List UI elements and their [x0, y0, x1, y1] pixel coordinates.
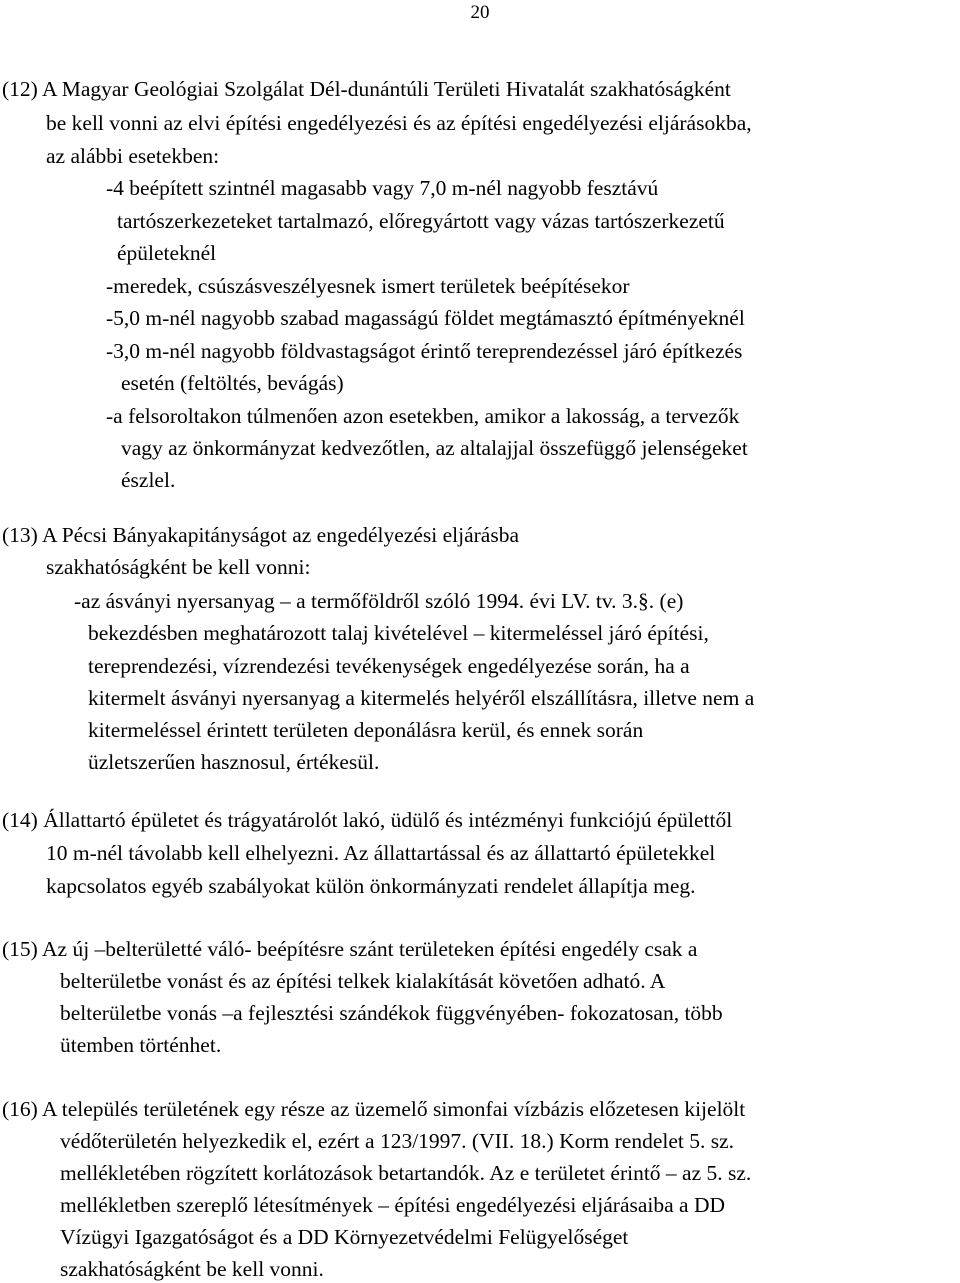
- text-line: szakhatóságként be kell vonni.: [60, 1257, 324, 1281]
- text-line: vagy az önkormányzat kedvezőtlen, az altalajjal összefüggő jelenségeket: [121, 436, 748, 460]
- text-line: tartószerkezeteket tartalmazó, előregyártott vagy vázas tartószerkezetű: [117, 209, 725, 233]
- text-line: (16) A település területének egy része az üzemelő simonfai vízbázis előzetesen kijelölt: [2, 1097, 746, 1121]
- text-line: (14) Állattartó épületet és trágyatárolót lakó, üdülő és intézményi funkciójú épülettől: [2, 808, 733, 832]
- text-line: Vízügyi Igazgatóságot és a DD Környezetvédelmi Felügyelőséget: [60, 1225, 629, 1249]
- text-line: (13) A Pécsi Bányakapitányságot az engedélyezési eljárásba: [2, 523, 519, 547]
- text-line: -4 beépített szintnél magasabb vagy 7,0 m-nél nagyobb fesztávú: [106, 176, 659, 200]
- text-line: -5,0 m-nél nagyobb szabad magasságú földet megtámasztó építményeknél: [106, 306, 745, 330]
- text-line: belterületbe vonás –a fejlesztési szándékok függvényében- fokozatosan, több: [60, 1001, 723, 1025]
- text-line: kitermeléssel érintett területen deponálásra kerül, és ennek során: [88, 718, 644, 742]
- text-line: épületeknél: [117, 241, 217, 265]
- text-line: mellékletében rögzített korlátozások betartandók. Az e területet érintő – az 5. sz.: [60, 1161, 752, 1185]
- text-line: üzletszerűen hasznosul, értékesül.: [88, 750, 380, 774]
- text-line: szakhatóságként be kell vonni:: [46, 555, 311, 579]
- text-line: bekezdésben meghatározott talaj kivételével – kitermeléssel járó építési,: [88, 621, 709, 645]
- text-line: (12) A Magyar Geológiai Szolgálat Dél-dunántúli Területi Hivatalát szakhatóságként: [2, 77, 731, 101]
- text-line: (15) Az új –belterületté váló- beépítésre szánt területeken építési engedély csak a: [2, 937, 698, 961]
- text-line: az alábbi esetekben:: [46, 144, 220, 168]
- text-line: -meredek, csúszásveszélyesnek ismert területek beépítésekor: [106, 274, 630, 298]
- text-line: -a felsoroltakon túlmenően azon esetekben, amikor a lakosság, a tervezők: [106, 404, 740, 428]
- text-line: esetén (feltöltés, bevágás): [121, 371, 344, 395]
- text-line: -3,0 m-nél nagyobb földvastagságot érintő tereprendezéssel járó építkezés: [106, 339, 743, 363]
- text-line: be kell vonni az elvi építési engedélyezési és az építési engedélyezési eljárásokba,: [46, 111, 752, 135]
- text-line: észlel.: [121, 468, 176, 492]
- page-number: 20: [470, 2, 490, 23]
- text-line: kitermelt ásványi nyersanyag a kitermelés helyéről elszállításra, illetve nem a: [88, 686, 755, 710]
- text-line: tereprendezési, vízrendezési tevékenységek engedélyezése során, ha a: [88, 654, 690, 678]
- text-line: -az ásványi nyersanyag – a termőföldről szóló 1994. évi LV. tv. 3.§. (e): [74, 589, 684, 613]
- text-line: védőterületén helyezkedik el, ezért a 123/1997. (VII. 18.) Korm rendelet 5. sz.: [60, 1129, 735, 1153]
- text-line: kapcsolatos egyéb szabályokat külön önkormányzati rendelet állapítja meg.: [46, 874, 696, 898]
- text-line: mellékletben szereplő létesítmények – építési engedélyezési eljárásaiba a DD: [60, 1193, 726, 1217]
- text-line: ütemben történhet.: [60, 1033, 222, 1057]
- text-line: belterületbe vonást és az építési telkek kialakítását követően adható. A: [60, 969, 666, 993]
- text-line: 10 m-nél távolabb kell elhelyezni. Az állattartással és az állattartó épületekkel: [46, 841, 716, 865]
